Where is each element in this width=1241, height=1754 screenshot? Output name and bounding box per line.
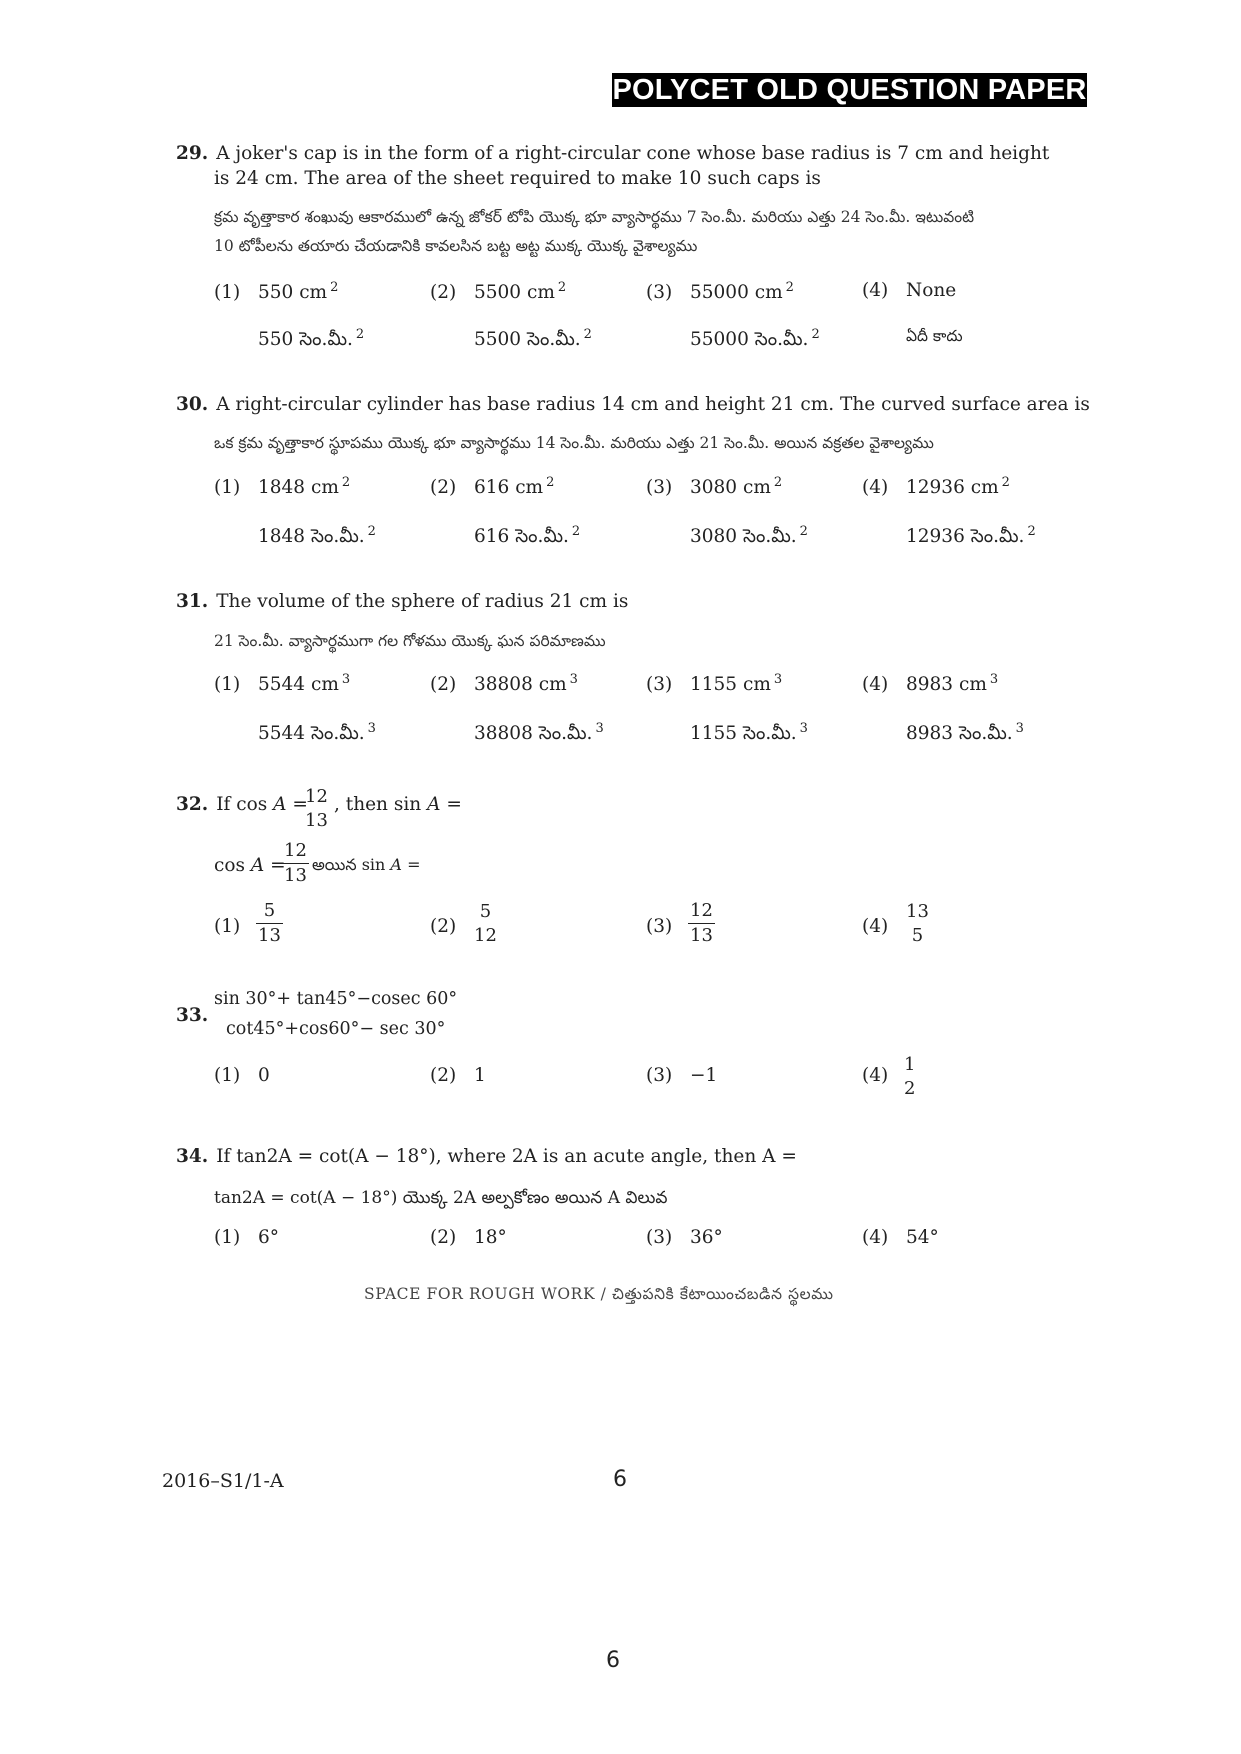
q32-option-1-fraction: $\frac{5}{13}$ xyxy=(258,900,281,946)
question-29-line-2: is 24 cm. The area of the sheet required to make 10 such caps is xyxy=(214,168,821,189)
q32-fraction: 12 13 xyxy=(305,786,328,832)
q31-option-3: (3) 1155 cm $^3$ xyxy=(646,672,783,696)
q32-option-2-fraction: 5 12 xyxy=(474,901,497,947)
q30-option-1-telugu: 1848 సెం.మీ. $^2$ xyxy=(258,524,376,548)
question-number: 32. xyxy=(176,794,209,815)
question-32-stem: 32. If cos A = xyxy=(176,794,308,815)
question-29-line-1 xyxy=(176,143,1049,165)
question-text: A joker's cap is in the form of a right-circular cone whose base radius is 7 cm and height xyxy=(216,143,1050,164)
q29-option-3: (3) 55000 cm $^2$ xyxy=(646,280,794,304)
question-31-line-1 xyxy=(176,591,628,613)
q34-option-2: (2) 18° xyxy=(430,1227,507,1248)
q30-option-4: (4) 12936 cm $^2$ xyxy=(862,475,1010,499)
question-34-line-1 xyxy=(176,1146,797,1168)
question-number: 29. xyxy=(176,143,209,164)
q30-option-3-telugu: 3080 సెం.మీ. $^2$ xyxy=(690,524,808,548)
q31-option-2-telugu: 38808 సెం.మీ. $^3$ xyxy=(474,721,604,745)
q30-option-2-telugu: 616 సెం.మీ. $^2$ xyxy=(474,524,581,548)
question-32-telugu-stem-end: అయిన sin A = xyxy=(312,855,421,874)
rough-work-caption: SPACE FOR ROUGH WORK / చిత్తుపనికి కేటాయించబడిన స్థలము xyxy=(364,1285,834,1303)
question-number: 30. xyxy=(176,394,209,415)
question-number: 31. xyxy=(176,591,209,612)
q34-option-1: (1) 6° xyxy=(214,1227,280,1248)
q33-option-4-fraction: 1 2 xyxy=(904,1054,916,1100)
q33-option-2: (2) 1 xyxy=(430,1065,486,1086)
q33-option-3: (3) −1 xyxy=(646,1065,718,1086)
q30-option-2: (2) 616 cm $^2$ xyxy=(430,475,555,499)
question-text: If tan2A = cot(A − 18°), where 2A is an acute angle, then A = xyxy=(216,1146,797,1167)
q31-option-1: (1) 5544 cm $^3$ xyxy=(214,672,351,696)
question-text: A right-circular cylinder has base radius 14 cm and height 21 cm. The curved surface area is xyxy=(216,394,1090,415)
document-page-number: 6 xyxy=(606,1648,620,1673)
q31-option-1-telugu: 5544 సెం.మీ. $^3$ xyxy=(258,721,376,745)
q33-option-1: (1) 0 xyxy=(214,1065,270,1086)
q29-option-4: (4) None xyxy=(862,280,957,301)
q31-option-3-telugu: 1155 సెం.మీ. $^3$ xyxy=(690,721,808,745)
q32-telugu-fraction: $\frac{12}{13}$ xyxy=(284,840,307,886)
q32-option-3-number: (3) xyxy=(646,916,673,937)
question-30-telugu-line-1: ఒక క్రమ వృత్తాకార స్థూపము యొక్క భూ వ్యాసార్థము 14 సెం.మీ. మరియు ఎత్తు 21 సెం.మీ. అయిన వక్రతల వైశాల్యము xyxy=(214,434,934,452)
question-29-telugu-line-1: క్రమ వృత్తాకార శంఖువు ఆకారములో ఉన్న జోకర్ టోపి యొక్క భూ వ్యాసార్థము 7 సెం.మీ. మరియు ఎత్తు 24 సెం.మీ. ఇటువంటి xyxy=(214,208,975,226)
q29-option-2: (2) 5500 cm $^2$ xyxy=(430,280,567,304)
q34-option-4: (4) 54° xyxy=(862,1227,939,1248)
q29-option-3-telugu: 55000 సెం.మీ. $^2$ xyxy=(690,327,820,351)
q34-option-3: (3) 36° xyxy=(646,1227,723,1248)
question-text: The volume of the sphere of radius 21 cm is xyxy=(216,591,629,612)
question-33-number: 33. xyxy=(176,1005,209,1026)
q31-option-4-telugu: 8983 సెం.మీ. $^3$ xyxy=(906,721,1024,745)
question-33-numerator: sin 30°+ tan45°−cosec 60° xyxy=(214,989,458,1009)
q32-option-4-number: (4) xyxy=(862,916,889,937)
q32-option-2-number: (2) xyxy=(430,916,457,937)
paper-code: 2016–S1/1-A xyxy=(162,1470,284,1492)
q31-option-4: (4) 8983 cm $^3$ xyxy=(862,672,999,696)
question-33-denominator: cot45°+cos60°− sec 30° xyxy=(226,1019,446,1039)
question-30-line-1 xyxy=(176,394,1090,416)
question-29-telugu-line-2: 10 టోపీలను తయారు చేయడానికి కావలసిన బట్ట అట్ట ముక్క యొక్క వైశాల్యము xyxy=(214,237,698,255)
q30-option-3: (3) 3080 cm $^2$ xyxy=(646,475,783,499)
q32-option-1-number: (1) xyxy=(214,916,241,937)
question-34-telugu-line-1: tan2A = cot(A − 18°) యొక్క 2A అల్పకోణం అయిన A విలువ xyxy=(214,1188,668,1208)
question-32-stem-end: , then sin A = xyxy=(334,794,462,815)
question-number: 34. xyxy=(176,1146,209,1167)
question-31-telugu-line-1: 21 సెం.మీ. వ్యాసార్థముగా గల గోళము యొక్క ఘన పరిమాణము xyxy=(214,632,606,650)
q30-option-4-telugu: 12936 సెం.మీ. $^2$ xyxy=(906,524,1036,548)
q29-option-1: (1) 550 cm $^2$ xyxy=(214,280,339,304)
q29-option-4-telugu: ఏదీ కాదు xyxy=(906,327,963,345)
q33-option-4-number: (4) xyxy=(862,1065,889,1086)
q32-option-4-fraction: 13 5 xyxy=(906,901,929,947)
q31-option-2: (2) 38808 cm $^3$ xyxy=(430,672,578,696)
header-banner: POLYCET OLD QUESTION PAPER xyxy=(612,74,1087,106)
q30-option-1: (1) 1848 cm $^2$ xyxy=(214,475,351,499)
q32-option-3-fraction: $\frac{12}{13}$ xyxy=(690,900,713,946)
page-number: 6 xyxy=(613,1467,627,1492)
q29-option-1-telugu: 550 సెం.మీ. $^2$ xyxy=(258,327,365,351)
question-32-telugu-stem: cos A = xyxy=(214,855,286,876)
q29-option-2-telugu: 5500 సెం.మీ. $^2$ xyxy=(474,327,592,351)
